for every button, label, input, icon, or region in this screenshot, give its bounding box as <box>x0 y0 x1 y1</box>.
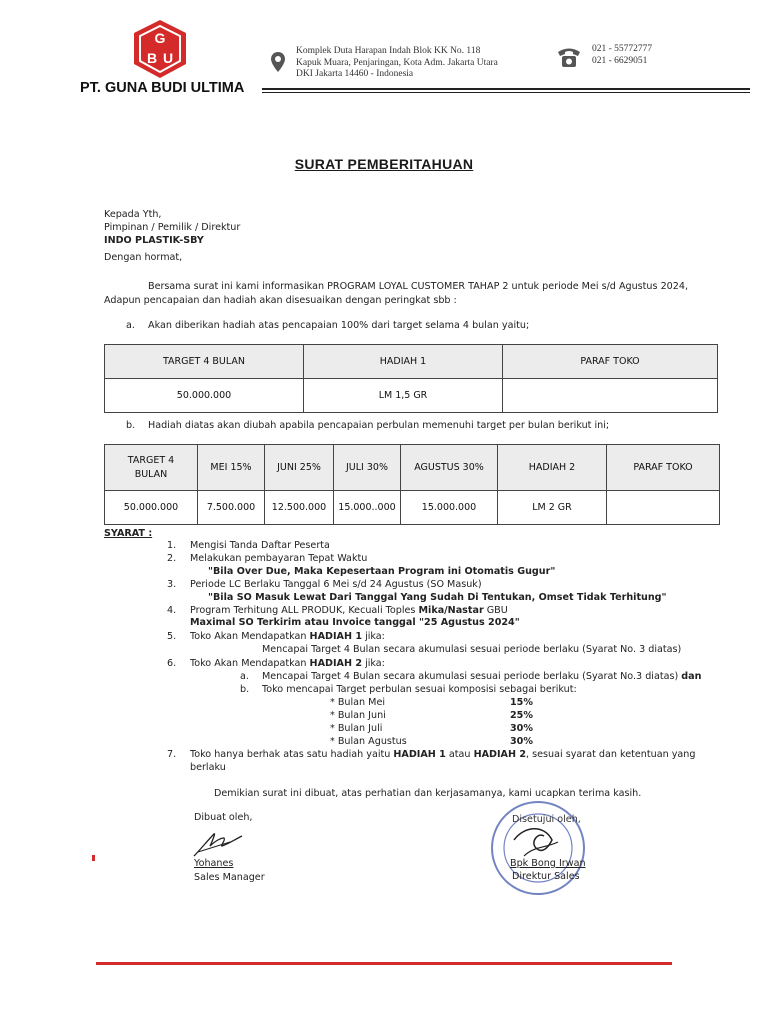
table-header-cell: HADIAH 2 <box>498 445 607 491</box>
table-header-cell: JUNI 25% <box>265 445 334 491</box>
signer-right-title: Direktur Sales <box>512 871 580 882</box>
list-number: 1. <box>167 540 177 551</box>
svg-text:G: G <box>154 30 166 46</box>
recipient-salutation: Kepada Yth, <box>104 209 162 220</box>
text-run: jika: <box>362 658 385 669</box>
list-note: Maximal SO Terkirim atau Invoice tanggal "25 Agustus 2024" <box>190 617 520 628</box>
header-text: TARGET 4 <box>127 454 175 466</box>
month-label: * Bulan Mei <box>330 697 386 708</box>
intro-line: Adapun pencapaian dan hadiah akan disesuaikan dengan peringkat sbb : <box>104 295 457 306</box>
table-cell: 7.500.000 <box>198 491 265 525</box>
signer-left-name: Yohanes <box>194 858 234 869</box>
header-rule-thin <box>262 92 750 93</box>
table-header-cell: JULI 30% <box>334 445 401 491</box>
sub-marker: b. <box>240 684 250 695</box>
signer-left-label: Dibuat oleh, <box>194 812 253 823</box>
document-title: SURAT PEMBERITAHUAN <box>294 156 474 172</box>
point-a-text: Akan diberikan hadiah atas pencapaian 100% dari target selama 4 bulan yaitu; <box>148 320 530 331</box>
company-logo <box>132 18 188 80</box>
address-line: Komplek Duta Harapan Indah Blok KK No. 118 <box>296 46 481 56</box>
table-cell: LM 1,5 GR <box>304 379 503 413</box>
table-row <box>105 379 718 413</box>
reward-table-1 <box>104 344 718 413</box>
table-header-row <box>105 345 718 379</box>
text-run: Toko hanya berhak atas satu hadiah yaitu <box>190 749 394 760</box>
month-pct: 30% <box>510 723 533 734</box>
table-header-cell: AGUSTUS 30% <box>401 445 498 491</box>
reward-table-2 <box>104 444 720 525</box>
text-run: GBU <box>483 605 508 616</box>
list-item: Melakukan pembayaran Tepat Waktu <box>190 553 368 564</box>
text-run: Toko Akan Mendapatkan <box>190 658 310 669</box>
list-number: 2. <box>167 553 177 564</box>
company-phones <box>592 44 652 67</box>
table-header-cell: MEI 15% <box>198 445 265 491</box>
list-item <box>190 749 695 761</box>
list-item <box>190 658 385 670</box>
list-subitem: Mencapai Target 4 Bulan secara akumulasi sesuai periode berlaku (Syarat No. 3 diatas) <box>262 644 682 655</box>
month-label: * Bulan Juni <box>330 710 386 721</box>
company-stamp <box>478 796 602 900</box>
list-subitem: Toko mencapai Target perbulan sesuai komposisi sebagai berikut: <box>262 684 577 695</box>
svg-text:B: B <box>146 50 158 66</box>
company-name: PT. GUNA BUDI ULTIMA <box>80 80 245 96</box>
header-rule <box>262 88 750 90</box>
month-pct: 30% <box>510 736 533 747</box>
text-run: , sesuai syarat dan ketentuan yang <box>526 749 696 760</box>
point-b-text: Hadiah diatas akan diubah apabila pencapaian perbulan memenuhi target per bulan berikut ini; <box>148 420 610 431</box>
table-cell: 50.000.000 <box>105 491 198 525</box>
address-line: DKI Jakarta 14460 - Indonesia <box>296 69 414 79</box>
phone-number: 021 - 55772777 <box>592 44 653 54</box>
telephone-icon <box>556 44 582 70</box>
greeting: Dengan hormat, <box>104 252 183 263</box>
table-header-cell: TARGET 4 BULAN <box>105 345 304 379</box>
signer-left-title: Sales Manager <box>194 872 265 883</box>
phone-number: 021 - 6629051 <box>592 55 648 66</box>
closing-statement: Demikian surat ini dibuat, atas perhatian dan kerjasamanya, kami ucapkan terima kasih. <box>214 788 642 799</box>
list-item: Periode LC Berlaku Tanggal 6 Mei s/d 24 Agustus (SO Masuk) <box>190 579 482 590</box>
list-subitem <box>262 671 701 683</box>
list-item <box>190 631 385 643</box>
month-pct: 15% <box>510 697 533 708</box>
address-line: Kapuk Muara, Penjaringan, Kota Adm. Jakarta Utara <box>296 57 498 68</box>
table-header-cell: PARAF TOKO <box>503 345 718 379</box>
text-run-bold: HADIAH 1 <box>309 631 363 642</box>
list-note: "Bila Over Due, Maka Kepesertaan Program ini Otomatis Gugur" <box>208 566 556 577</box>
list-number: 3. <box>167 579 177 590</box>
text-run-bold: HADIAH 2 <box>309 658 363 669</box>
syarat-heading: SYARAT : <box>104 528 153 539</box>
text-run-bold: HADIAH 1 <box>393 749 446 760</box>
point-a-marker: a. <box>126 320 135 331</box>
table-cell-paraf <box>607 491 720 525</box>
table-cell-paraf <box>503 379 718 413</box>
list-number: 5. <box>167 631 177 642</box>
signer-right-label: Disetujui oleh, <box>512 814 581 825</box>
list-number: 4. <box>167 605 177 616</box>
recipient-role: Pimpinan / Pemilik / Direktur <box>104 222 241 233</box>
text-run: atau <box>445 749 474 760</box>
table-row <box>105 491 720 525</box>
list-item-continued: berlaku <box>190 762 226 773</box>
text-run-bold: HADIAH 2 <box>473 749 527 760</box>
company-address <box>296 46 498 81</box>
table-cell: LM 2 GR <box>498 491 607 525</box>
text-run-bold: Mika/Nastar <box>418 605 484 616</box>
text-run-bold: dan <box>681 671 702 682</box>
text-run: Toko Akan Mendapatkan <box>190 631 310 642</box>
list-item <box>190 605 508 617</box>
list-number: 6. <box>167 658 177 669</box>
red-mark <box>92 855 95 861</box>
table-header-cell: HADIAH 1 <box>304 345 503 379</box>
location-pin-icon <box>270 51 286 73</box>
table-header-row <box>105 445 720 491</box>
signer-right-name: Bpk Bong Irwan <box>510 858 586 869</box>
footer-red-line <box>96 962 672 965</box>
intro-line: Bersama surat ini kami informasikan PROGRAM LOYAL CUSTOMER TAHAP 2 untuk periode Mei s/d Agustus 2024, <box>148 281 689 292</box>
header-text: BULAN <box>134 468 168 480</box>
text-run: Mencapai Target 4 Bulan secara akumulasi sesuai periode berlaku (Syarat No.3 diatas) <box>262 671 682 682</box>
text-run: Program Terhitung ALL PRODUK, Kecuali Toples <box>190 605 419 616</box>
recipient-name: INDO PLASTIK-SBY <box>104 235 204 246</box>
table-cell: 15.000..000 <box>334 491 401 525</box>
list-number: 7. <box>167 749 177 760</box>
month-label: * Bulan Juli <box>330 723 383 734</box>
point-b-marker: b. <box>126 420 136 431</box>
list-item: Mengisi Tanda Daftar Peserta <box>190 540 330 551</box>
table-cell: 50.000.000 <box>105 379 304 413</box>
month-label: * Bulan Agustus <box>330 736 407 747</box>
svg-text:U: U <box>162 50 174 66</box>
table-header-cell <box>105 445 198 491</box>
sub-marker: a. <box>240 671 249 682</box>
text-run: jika: <box>362 631 385 642</box>
table-cell: 12.500.000 <box>265 491 334 525</box>
table-cell: 15.000.000 <box>401 491 498 525</box>
list-note: "Bila SO Masuk Lewat Dari Tanggal Yang Sudah Di Tentukan, Omset Tidak Terhitung" <box>208 592 667 603</box>
signature-left <box>190 826 246 860</box>
table-header-cell: PARAF TOKO <box>607 445 720 491</box>
month-pct: 25% <box>510 710 533 721</box>
